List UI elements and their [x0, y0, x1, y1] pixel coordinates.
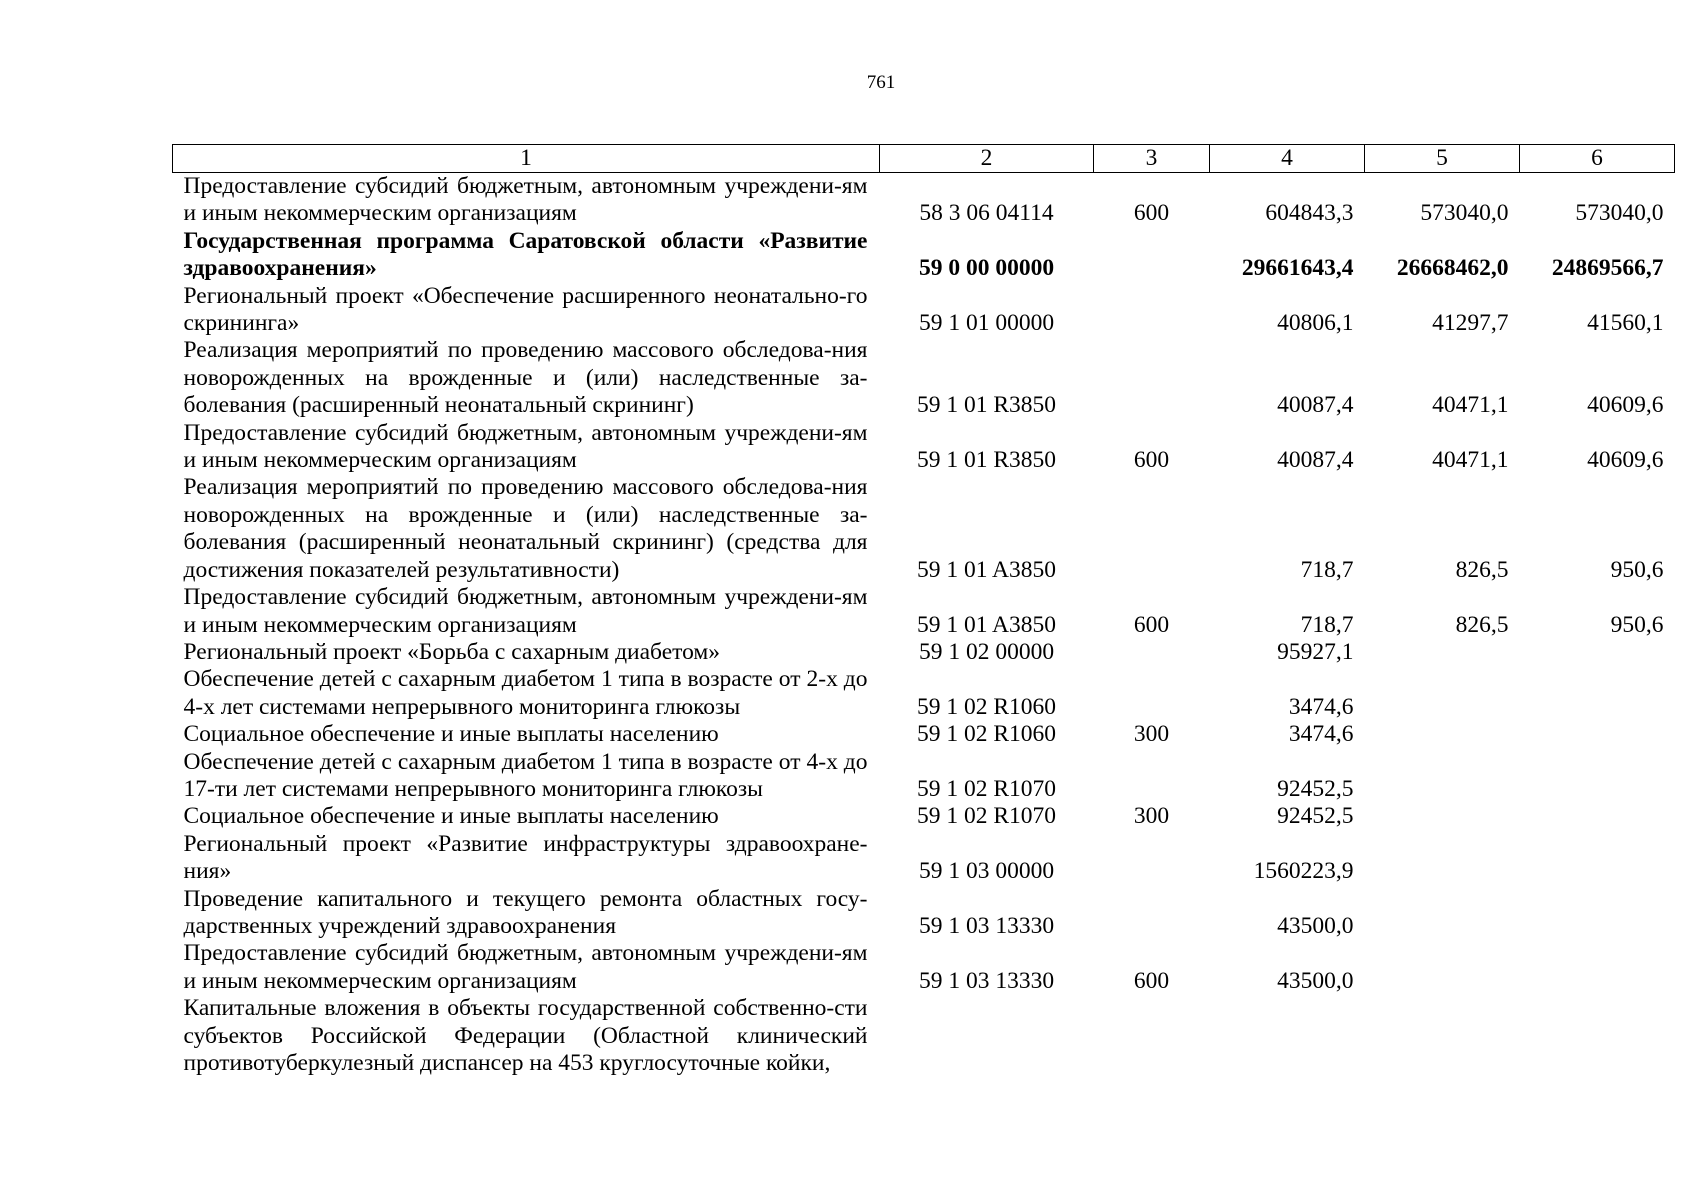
target-code-cell: 59 1 03 13330: [918, 912, 1055, 939]
target-code-cell: 59 1 01 R3850: [916, 392, 1057, 419]
table-row: [173, 995, 1675, 1077]
table-row: [173, 666, 1675, 721]
amount-col5-cell: [1365, 831, 1520, 886]
table-body: [173, 173, 1675, 1078]
target-code-cell: [880, 995, 1094, 1077]
expense-type-cell: [1094, 749, 1210, 804]
amount-col6-cell: 950,6: [1610, 611, 1664, 638]
amount-col5-cell: [1365, 803, 1520, 830]
column-header: 4: [1210, 145, 1365, 173]
expense-type-cell: [1094, 283, 1210, 338]
amount-col5-cell: 26668462,0: [1396, 255, 1509, 282]
row-name-cell: Предоставление субсидий бюджетным, автономным учреждени-ям и иным некоммерческим организациям: [183, 173, 868, 227]
table-row: [173, 803, 1675, 830]
amount-col6-cell: [1520, 940, 1675, 995]
amount-col5-cell: [1365, 995, 1520, 1077]
amount-col4-cell: 718,7: [1300, 556, 1354, 583]
amount-col6-cell: 573040,0: [1575, 200, 1664, 227]
table-row: [173, 173, 1675, 228]
amount-col6-cell: [1520, 886, 1675, 941]
row-name-cell: Региональный проект «Борьба с сахарным диабетом»: [183, 638, 721, 665]
target-code-cell: 59 1 03 00000: [918, 858, 1055, 885]
amount-col4-cell: 718,7: [1300, 611, 1354, 638]
expense-type-cell: 600: [1133, 200, 1170, 227]
amount-col5-cell: [1365, 666, 1520, 721]
table-row: [173, 337, 1675, 419]
amount-col4-cell: 3474,6: [1288, 721, 1354, 748]
amount-col6-cell: [1520, 721, 1675, 748]
expense-type-cell: [1094, 666, 1210, 721]
table-row: [173, 228, 1675, 283]
target-code-cell: 59 1 03 13330: [918, 967, 1055, 994]
amount-col4-cell: 95927,1: [1277, 638, 1354, 665]
target-code-cell: 59 1 02 R1060: [916, 693, 1057, 720]
table-row: [173, 283, 1675, 338]
row-name-cell: Региональный проект «Развитие инфраструктуры здравоохране-ния»: [183, 830, 868, 885]
amount-col4-cell: 604843,3: [1265, 200, 1354, 227]
expense-type-cell: 300: [1133, 721, 1170, 748]
row-name-cell: Реализация мероприятий по проведению массового обследова-ния новорожденных на врожденные и (или) наследственные за-болевания (расширенный неонатальный скрининг) (средства для достижения показателей результативности): [183, 474, 868, 583]
amount-col5-cell: 573040,0: [1420, 200, 1509, 227]
column-header: 3: [1094, 145, 1210, 173]
page-number: 761: [866, 72, 896, 93]
table-row: [173, 940, 1675, 995]
expense-type-cell: 600: [1133, 967, 1170, 994]
target-code-cell: 59 1 02 R1060: [916, 721, 1057, 748]
expense-type-cell: [1094, 831, 1210, 886]
table-row: [173, 639, 1675, 666]
target-code-cell: 58 3 06 04114: [919, 200, 1054, 227]
column-number-header-row: [173, 145, 1675, 173]
row-name-cell: Обеспечение детей с сахарным диабетом 1 типа в возрасте от 4-х до 17-ти лет системами непрерывного мониторинга глюкозы: [183, 748, 868, 802]
amount-col6-cell: 40609,6: [1587, 447, 1664, 474]
target-code-cell: 59 1 02 00000: [918, 638, 1055, 665]
row-name-cell: Социальное обеспечение и иные выплаты населению: [183, 803, 719, 830]
amount-col5-cell: [1365, 639, 1520, 666]
row-name-cell: Социальное обеспечение и иные выплаты населению: [183, 721, 719, 748]
amount-col4-cell: 92452,5: [1277, 803, 1354, 830]
column-header: 5: [1365, 145, 1520, 173]
column-header: 2: [880, 145, 1094, 173]
amount-col6-cell: [1520, 803, 1675, 830]
amount-col6-cell: 40609,6: [1587, 392, 1664, 419]
amount-col4-cell: 92452,5: [1277, 775, 1354, 802]
target-code-cell: 59 1 01 A3850: [916, 556, 1057, 583]
amount-col5-cell: [1365, 749, 1520, 804]
table-row: [173, 584, 1675, 639]
amount-col5-cell: 41297,7: [1432, 310, 1509, 337]
expense-type-cell: [1094, 886, 1210, 941]
amount-col4-cell: 3474,6: [1288, 693, 1354, 720]
amount-col6-cell: [1520, 639, 1675, 666]
expense-type-cell: [1094, 228, 1210, 283]
row-name-cell: Реализация мероприятий по проведению массового обследова-ния новорожденных на врожденные и (или) наследственные за-болевания (расширенный неонатальный скрининг): [183, 337, 868, 419]
target-code-cell: 59 1 01 R3850: [916, 447, 1057, 474]
row-name-cell: Государственная программа Саратовской области «Развитие здравоохранения»: [183, 227, 868, 282]
amount-col5-cell: 826,5: [1455, 611, 1509, 638]
expense-type-cell: [1094, 639, 1210, 666]
amount-col6-cell: 950,6: [1610, 556, 1664, 583]
row-name-cell: Капитальные вложения в объекты государственной собственно-сти субъектов Российской Федерации (Областной клинический противотуберкулезный диспансер на 453 круглосуточные койки,: [183, 995, 868, 1076]
row-name-cell: Предоставление субсидий бюджетным, автономным учреждени-ям и иным некоммерческим организациям: [183, 940, 868, 994]
amount-col6-cell: [1520, 995, 1675, 1077]
amount-col6-cell: [1520, 831, 1675, 886]
amount-col4-cell: 40087,4: [1277, 447, 1354, 474]
amount-col5-cell: 40471,1: [1432, 447, 1509, 474]
amount-col6-cell: [1520, 749, 1675, 804]
column-header: 1: [173, 145, 880, 173]
table-row: [173, 474, 1675, 584]
amount-col6-cell: 41560,1: [1587, 310, 1664, 337]
table-row: [173, 420, 1675, 475]
expense-type-cell: [1094, 995, 1210, 1077]
amount-col4-cell: 43500,0: [1277, 912, 1354, 939]
amount-col4-cell: [1210, 995, 1365, 1077]
table-row: [173, 721, 1675, 748]
target-code-cell: 59 1 01 A3850: [916, 611, 1057, 638]
expense-type-cell: [1094, 474, 1210, 584]
row-name-cell: Обеспечение детей с сахарным диабетом 1 типа в возрасте от 2-х до 4-х лет системами непрерывного мониторинга глюкозы: [183, 666, 868, 720]
amount-col6-cell: [1520, 666, 1675, 721]
table-row: [173, 886, 1675, 941]
row-name-cell: Проведение капитального и текущего ремонта областных госу-дарственных учреждений здравоохранения: [183, 885, 868, 939]
expense-type-cell: [1094, 337, 1210, 419]
budget-table: [172, 144, 1675, 1077]
row-name-cell: Предоставление субсидий бюджетным, автономным учреждени-ям и иным некоммерческим организациям: [183, 419, 868, 474]
amount-col4-cell: 43500,0: [1277, 967, 1354, 994]
amount-col5-cell: 826,5: [1455, 556, 1509, 583]
row-name-cell: Предоставление субсидий бюджетным, автономным учреждени-ям и иным некоммерческим организациям: [183, 584, 868, 638]
amount-col5-cell: 40471,1: [1432, 392, 1509, 419]
amount-col4-cell: 40087,4: [1277, 392, 1354, 419]
target-code-cell: 59 1 02 R1070: [916, 803, 1057, 830]
column-header: 6: [1520, 145, 1675, 173]
row-name-cell: Региональный проект «Обеспечение расширенного неонатально-го скрининга»: [183, 282, 868, 337]
target-code-cell: 59 0 00 00000: [918, 255, 1055, 282]
amount-col6-cell: 24869566,7: [1551, 255, 1664, 282]
expense-type-cell: 600: [1133, 611, 1170, 638]
amount-col5-cell: [1365, 721, 1520, 748]
amount-col4-cell: 29661643,4: [1241, 255, 1354, 282]
target-code-cell: 59 1 01 00000: [918, 310, 1055, 337]
target-code-cell: 59 1 02 R1070: [916, 775, 1057, 802]
amount-col4-cell: 1560223,9: [1253, 858, 1354, 885]
expense-type-cell: 300: [1133, 803, 1170, 830]
amount-col5-cell: [1365, 940, 1520, 995]
expense-type-cell: 600: [1133, 447, 1170, 474]
amount-col5-cell: [1365, 886, 1520, 941]
table-row: [173, 831, 1675, 886]
table-row: [173, 749, 1675, 804]
amount-col4-cell: 40806,1: [1277, 310, 1354, 337]
